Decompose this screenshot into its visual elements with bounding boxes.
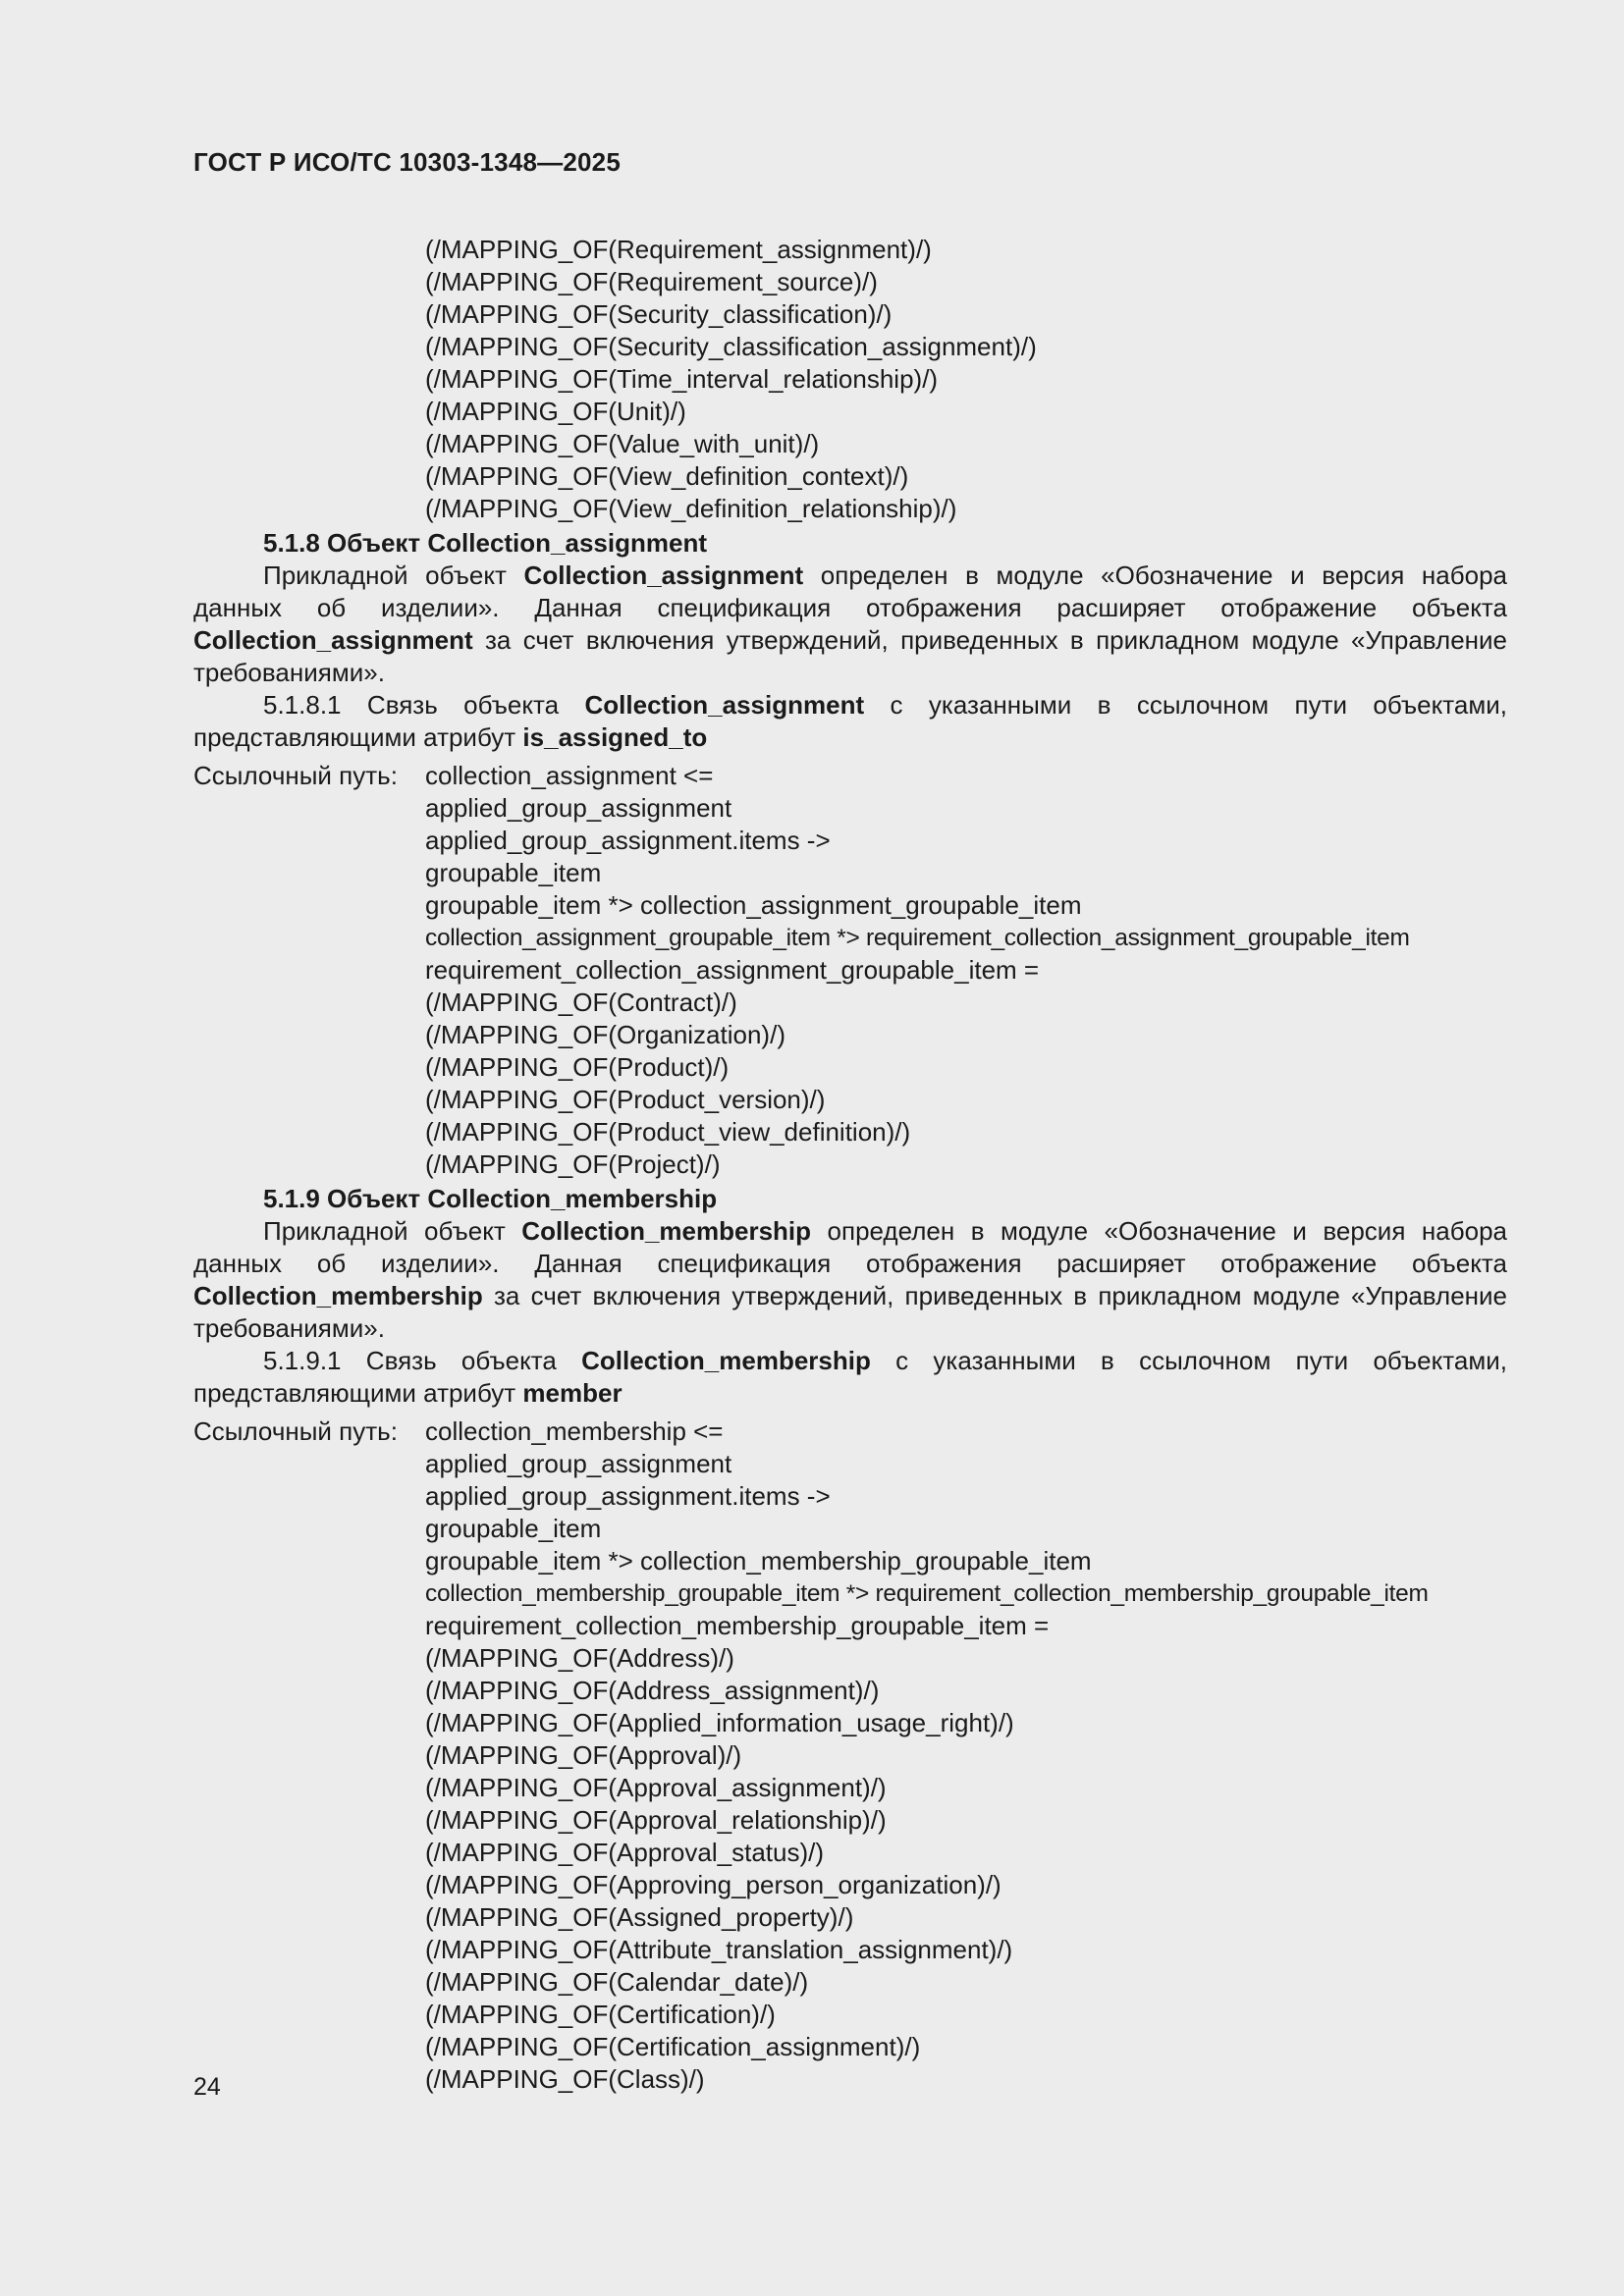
- section-heading-5-1-8: 5.1.8 Объект Collection_assignment: [263, 528, 707, 558]
- path-line: applied_group_assignment: [425, 1449, 732, 1478]
- paragraph-text: определен в модуле «Обозначение и версия набора данных об изделии». Данная спецификация отображения расширяет отображение объекта: [193, 1216, 1508, 1278]
- paragraph-text: за счет включения утверждений, приведенных в прикладном модуле «Управление требованиями».: [193, 625, 1507, 687]
- path-line: (/MAPPING_OF(Address_assignment)/): [425, 1676, 880, 1705]
- paragraph-text: с указанными в ссылочном пути объектами, представляющими атрибут: [193, 690, 1507, 752]
- entity-name: Collection_membership: [193, 1281, 483, 1310]
- path-line: requirement_collection_assignment_groupable_item =: [425, 955, 1040, 985]
- mapping-line: (/MAPPING_OF(Unit)/): [425, 397, 686, 426]
- path-line: (/MAPPING_OF(Calendar_date)/): [425, 1967, 809, 1997]
- section-5-1-8-paragraph: [193, 560, 1507, 689]
- page-content: [193, 234, 1507, 2096]
- path-line: applied_group_assignment: [425, 793, 732, 823]
- reference-path-label: Ссылочный путь:: [193, 1416, 398, 1446]
- subsection-5-1-8-1: [193, 689, 1507, 754]
- path-line: (/MAPPING_OF(Approval_status)/): [425, 1838, 824, 1867]
- path-line: (/MAPPING_OF(Product_view_definition)/): [425, 1117, 911, 1147]
- section-heading-5-1-9: 5.1.9 Объект Collection_membership: [263, 1184, 718, 1213]
- document-header: ГОСТ Р ИСО/ТС 10303-1348—2025: [193, 147, 622, 177]
- path-line: (/MAPPING_OF(Project)/): [425, 1149, 721, 1179]
- path-line: (/MAPPING_OF(Address)/): [425, 1643, 734, 1673]
- path-line: groupable_item *> collection_assignment_groupable_item: [425, 890, 1082, 920]
- mapping-line: (/MAPPING_OF(View_definition_context)/): [425, 461, 909, 491]
- page-number: 24: [193, 2073, 221, 2101]
- path-line: applied_group_assignment.items ->: [425, 826, 831, 855]
- paragraph-text: 5.1.9.1 Связь объекта: [263, 1346, 582, 1375]
- path-line: (/MAPPING_OF(Class)/): [425, 2064, 705, 2094]
- path-line: (/MAPPING_OF(Applied_information_usage_right)/): [425, 1708, 1014, 1737]
- reference-path-lines: [425, 1415, 1429, 2096]
- path-line: collection_membership <=: [425, 1416, 724, 1446]
- paragraph-text: Прикладной объект: [263, 1216, 522, 1246]
- entity-name: Collection_membership: [581, 1346, 871, 1375]
- path-line: (/MAPPING_OF(Certification)/): [425, 2000, 776, 2029]
- path-line: (/MAPPING_OF(Approval_relationship)/): [425, 1805, 887, 1835]
- subsection-5-1-9-1: [193, 1345, 1507, 1410]
- mapping-line: (/MAPPING_OF(Requirement_source)/): [425, 267, 878, 296]
- paragraph-text: определен в модуле «Обозначение и версия набора данных об изделии». Данная спецификация отображения расширяет отображение объекта: [193, 561, 1508, 622]
- mapping-line: (/MAPPING_OF(View_definition_relationship)/): [425, 494, 957, 523]
- reference-path-lines: [425, 760, 1410, 1181]
- mapping-line: (/MAPPING_OF(Security_classification_assignment)/): [425, 332, 1037, 361]
- mapping-line: (/MAPPING_OF(Value_with_unit)/): [425, 429, 820, 458]
- path-line: groupable_item: [425, 858, 602, 887]
- path-line: (/MAPPING_OF(Product)/): [425, 1052, 730, 1082]
- mapping-line: (/MAPPING_OF(Requirement_assignment)/): [425, 235, 932, 264]
- attribute-name: is_assigned_to: [522, 722, 708, 752]
- path-line: groupable_item: [425, 1514, 602, 1543]
- mapping-line: (/MAPPING_OF(Security_classification)/): [425, 299, 893, 329]
- path-line: (/MAPPING_OF(Organization)/): [425, 1020, 785, 1049]
- entity-name: Collection_assignment: [193, 625, 473, 655]
- paragraph-text: за счет включения утверждений, приведенных в прикладном модуле «Управление требованиями».: [193, 1281, 1507, 1343]
- paragraph-text: с указанными в ссылочном пути объектами, представляющими атрибут: [193, 1346, 1508, 1408]
- path-line: collection_membership_groupable_item *> requirement_collection_membership_groupable_item: [425, 1580, 1429, 1607]
- reference-path-label: Ссылочный путь:: [193, 761, 398, 790]
- section-5-1-9-paragraph: [193, 1215, 1507, 1345]
- path-line: groupable_item *> collection_membership_groupable_item: [425, 1546, 1092, 1575]
- path-line: applied_group_assignment.items ->: [425, 1481, 831, 1511]
- path-line: (/MAPPING_OF(Certification_assignment)/): [425, 2032, 921, 2061]
- reference-path-5-1-8-1: [193, 760, 1507, 1181]
- mapping-line: (/MAPPING_OF(Time_interval_relationship)/): [425, 364, 939, 394]
- entity-name: Collection_assignment: [584, 690, 865, 720]
- path-line: (/MAPPING_OF(Attribute_translation_assignment)/): [425, 1935, 1013, 1964]
- reference-path-5-1-9-1: [193, 1415, 1507, 2096]
- path-line: (/MAPPING_OF(Assigned_property)/): [425, 1902, 854, 1932]
- entity-name: Collection_assignment: [523, 561, 804, 590]
- path-line: (/MAPPING_OF(Product_version)/): [425, 1085, 826, 1114]
- path-line: (/MAPPING_OF(Approval)/): [425, 1740, 742, 1770]
- path-line: (/MAPPING_OF(Approving_person_organization)/): [425, 1870, 1001, 1899]
- path-line: collection_assignment_groupable_item *> requirement_collection_assignment_groupable_item: [425, 925, 1410, 951]
- paragraph-text: Прикладной объект: [263, 561, 524, 590]
- path-line: collection_assignment <=: [425, 761, 714, 790]
- paragraph-text: 5.1.8.1 Связь объекта: [263, 690, 585, 720]
- attribute-name: member: [522, 1378, 623, 1408]
- entity-name: Collection_membership: [521, 1216, 812, 1246]
- path-line: (/MAPPING_OF(Approval_assignment)/): [425, 1773, 887, 1802]
- path-line: requirement_collection_membership_groupable_item =: [425, 1611, 1050, 1640]
- top-mapping-list: [425, 234, 1507, 525]
- path-line: (/MAPPING_OF(Contract)/): [425, 988, 737, 1017]
